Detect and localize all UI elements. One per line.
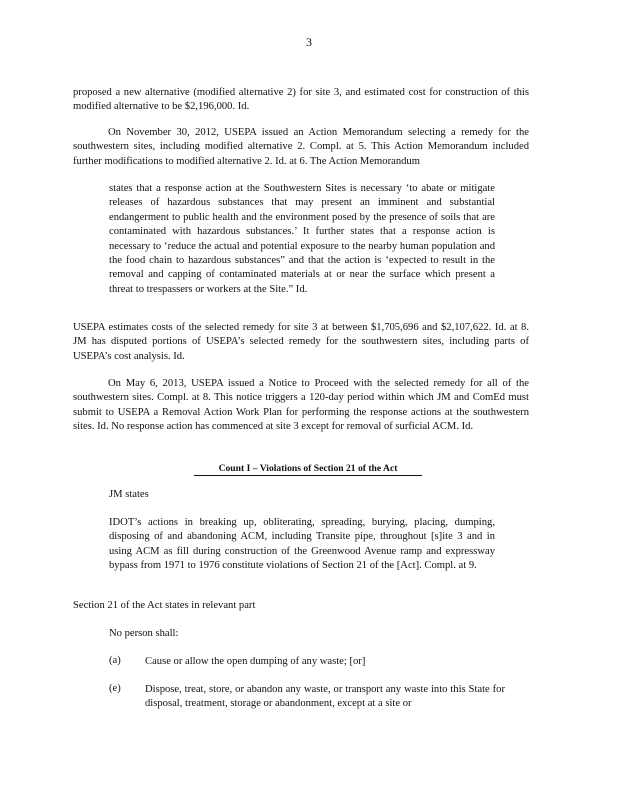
list-label-e: (e) [109, 683, 121, 694]
block-quote-1: states that a response action at the Southwestern Sites is necessary ‘to abate or mitigate releases of hazardous substances that may present an imminent and substantial endangerment to public health and the environment posed by the presence of soils that are contaminated with hazardous substances.’ It further states that a response action is necessary to ‘reduce the actual and potential exposure to the nearby human population and the food chain to hazardous substances” and that the action is ‘expected to result in the removal and capping of contaminated materials at or near the surface which present a threat to trespassers or workers at the Site.” Id. [109, 183, 495, 295]
paragraph-2: On November 30, 2012, USEPA issued an Action Memorandum selecting a remedy for the southwestern sites, including modified alternative 2. Compl. at 5. This Action Memorandum included further modifications to modified alternative 2. Id. at 6. The Action Memorandum [73, 127, 529, 167]
section-21-text: Section 21 of the Act states in relevant part [73, 600, 256, 611]
jm-states-text: JM states [109, 489, 149, 500]
block-quote-2: IDOT’s actions in breaking up, obliterating, spreading, burying, placing, dumping, disposing of and abandoning ACM, including Transite pipe, throughout [s]ite 3 and in using ACM as fill during construction of the Greenwood Avenue ramp and expressway bypass from 1971 to 1976 constitute violations of Section 21 of the [Act]. Compl. at 9. [109, 517, 495, 572]
paragraph-3: USEPA estimates costs of the selected remedy for site 3 at between $1,705,696 and $2,107,622. Id. at 8. JM has disputed portions of USEPA’s selected remedy for the southwestern sites, including parts of USEPA’s cost analysis. Id. [73, 322, 529, 362]
paragraph-4: On May 6, 2013, USEPA issued a Notice to Proceed with the selected remedy for all of the southwestern sites. Compl. at 8. This notice triggers a 120-day period within which JM and ComEd must submit to USEPA a Removal Action Work Plan for performing the response actions at the southwestern sites. Id. No response action has commenced at site 3 except for removal of surficial ACM. Id. [73, 378, 529, 433]
section-heading: Count I – Violations of Section 21 of the Act [194, 463, 422, 476]
page-number: 3 [306, 35, 312, 49]
no-person-text: No person shall: [109, 628, 179, 639]
list-text-e: Dispose, treat, store, or abandon any waste, or transport any waste into this State for disposal, treatment, storage or abandonment, except at a site or [145, 684, 505, 710]
list-text-a: Cause or allow the open dumping of any waste; [or] [145, 656, 366, 667]
list-label-a: (a) [109, 655, 121, 666]
paragraph-1: proposed a new alternative (modified alternative 2) for site 3, and estimated cost for construction of this modified alternative to be $2,196,000. Id. [73, 87, 529, 113]
